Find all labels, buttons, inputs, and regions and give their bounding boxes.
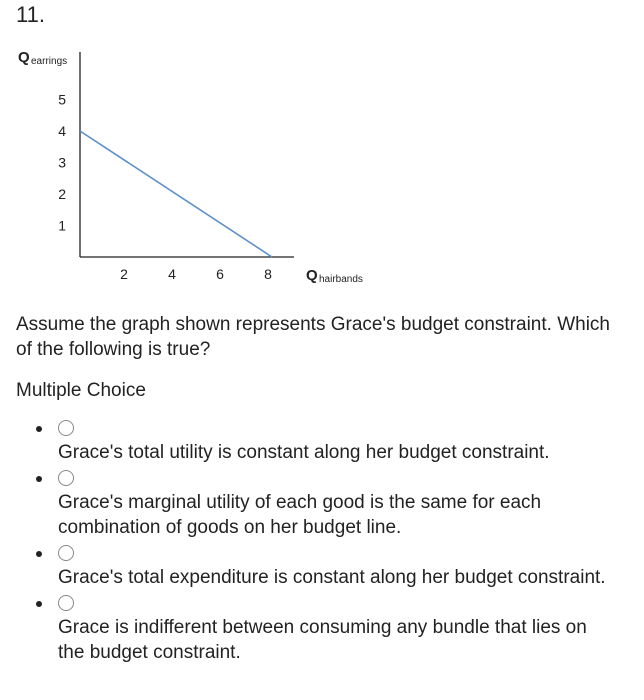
x-axis-label-main: Q (306, 267, 318, 284)
y-axis-label-sub: earrings (31, 56, 68, 67)
y-axis-label (18, 49, 67, 67)
answer-option[interactable] (0, 420, 644, 465)
y-tick-label: 1 (58, 217, 66, 234)
y-tick-label: 5 (58, 91, 66, 108)
x-tick-label: 4 (168, 266, 176, 282)
answer-option-text: Grace's total expenditure is constant along her budget constraint. (58, 567, 606, 588)
x-tick-label: 8 (264, 266, 272, 282)
list-bullet (36, 551, 42, 557)
answer-options (0, 420, 644, 670)
radio-button[interactable] (58, 470, 74, 486)
answer-option[interactable] (0, 595, 644, 665)
x-axis-label (306, 267, 363, 285)
y-tick-label: 2 (58, 186, 66, 202)
list-bullet (36, 476, 42, 482)
list-bullet (36, 426, 42, 432)
answer-option-text: Grace is indifferent between consuming any bundle that lies on the budget constraint. (58, 617, 587, 663)
question-type-label: Multiple Choice (16, 380, 146, 401)
y-tick-label: 4 (58, 123, 66, 139)
answer-option-text: Grace's total utility is constant along her budget constraint. (58, 442, 550, 463)
y-axis-label-main: Q (18, 49, 30, 66)
budget-constraint-chart (0, 0, 644, 300)
x-axis-label-sub: hairbands (319, 274, 363, 285)
radio-button[interactable] (58, 420, 74, 436)
answer-option-text: Grace's marginal utility of each good is the same for each combination of goods on her budget line. (58, 492, 542, 538)
question-number: 11. (16, 2, 45, 27)
budget-constraint-line (80, 131, 272, 257)
answer-option[interactable] (0, 545, 644, 590)
y-tick-label: 3 (58, 154, 66, 171)
x-tick-label: 6 (216, 266, 224, 282)
list-bullet (36, 601, 42, 607)
radio-button[interactable] (58, 595, 74, 611)
x-tick-label: 2 (120, 266, 128, 282)
radio-button[interactable] (58, 545, 74, 561)
question-prompt: Assume the graph shown represents Grace's budget constraint. Which of the following is true? (16, 314, 610, 360)
answer-option[interactable] (0, 470, 644, 540)
